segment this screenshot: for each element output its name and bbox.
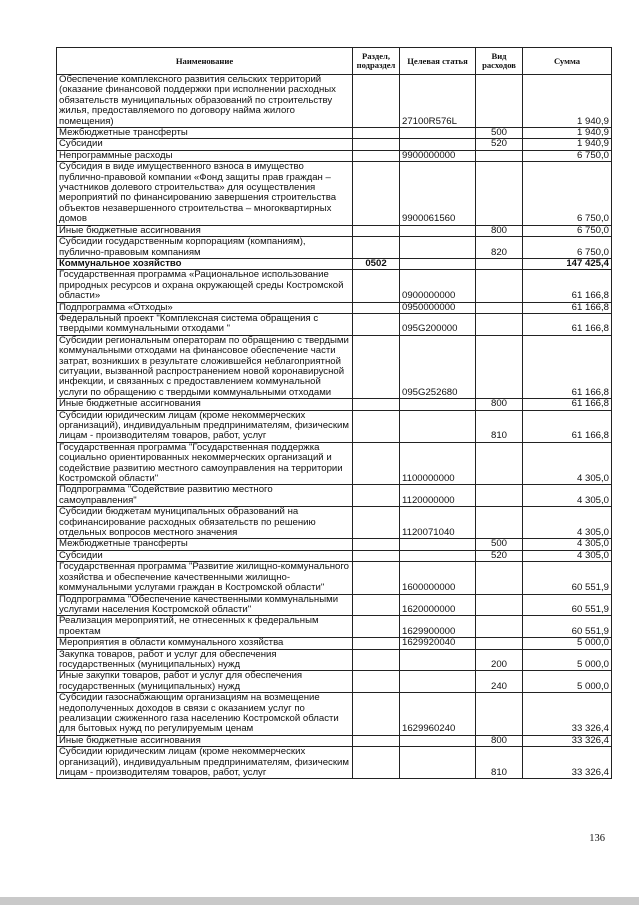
row-name-cell: Субсидии <box>57 139 353 150</box>
row-expense-type-cell <box>476 335 523 398</box>
row-sum-cell: 4 305,0 <box>523 550 612 561</box>
row-section-cell <box>353 539 400 550</box>
row-expense-type-cell: 240 <box>476 671 523 693</box>
row-name-cell: Субсидии государственным корпорациям (компаниям), публично-правовым компаниям <box>57 237 353 259</box>
header-target-code: Целевая статья <box>400 48 476 75</box>
row-sum-cell: 5 000,0 <box>523 649 612 671</box>
row-section-cell <box>353 399 400 410</box>
row-sum-cell: 4 305,0 <box>523 442 612 485</box>
row-expense-type-cell: 800 <box>476 735 523 746</box>
row-name-cell: Реализация мероприятий, не отнесенных к федеральным проектам <box>57 616 353 638</box>
table-row <box>57 139 612 150</box>
row-section-cell <box>353 507 400 539</box>
table-row <box>57 616 612 638</box>
row-expense-type-cell: 520 <box>476 139 523 150</box>
row-target-code-cell: 1620000000 <box>400 594 476 616</box>
row-target-code-cell <box>400 225 476 236</box>
row-name-cell: Подпрограмма "Обеспечение качественными коммунальными услугами населения Костромской области" <box>57 594 353 616</box>
row-target-code-cell: 1100000000 <box>400 442 476 485</box>
row-target-code-cell <box>400 128 476 139</box>
row-section-cell <box>353 735 400 746</box>
row-sum-cell: 5 000,0 <box>523 671 612 693</box>
row-expense-type-cell <box>476 313 523 335</box>
row-name-cell: Субсидии юридическим лицам (кроме некоммерческих организаций), индивидуальным предпринимателям, физическим лицам - производителям товаров, работ, услуг <box>57 747 353 779</box>
table-body <box>57 75 612 779</box>
table-row <box>57 638 612 649</box>
row-expense-type-cell: 520 <box>476 550 523 561</box>
row-name-cell: Субсидии юридическим лицам (кроме некоммерческих организаций), индивидуальным предпринимателям, физическим лицам - производителям товаров, работ, услуг <box>57 410 353 442</box>
row-sum-cell: 61 166,8 <box>523 313 612 335</box>
row-section-cell <box>353 594 400 616</box>
table-row <box>57 485 612 507</box>
table-row <box>57 693 612 736</box>
row-sum-cell: 4 305,0 <box>523 485 612 507</box>
table-row <box>57 335 612 398</box>
row-sum-cell: 33 326,4 <box>523 693 612 736</box>
row-target-code-cell <box>400 258 476 269</box>
row-name-cell: Закупка товаров, работ и услуг для обеспечения государственных (муниципальных) нужд <box>57 649 353 671</box>
row-section-cell <box>353 671 400 693</box>
row-expense-type-cell <box>476 150 523 161</box>
row-target-code-cell: 0900000000 <box>400 270 476 302</box>
row-target-code-cell: 095G252680 <box>400 335 476 398</box>
table-row <box>57 302 612 313</box>
row-target-code-cell: 9900000000 <box>400 150 476 161</box>
row-target-code-cell <box>400 671 476 693</box>
row-expense-type-cell <box>476 162 523 225</box>
table-row <box>57 747 612 779</box>
table-row <box>57 671 612 693</box>
table-row <box>57 313 612 335</box>
row-name-cell: Обеспечение комплексного развития сельских территорий (оказание финансовой поддержки при исполнении расходных обязательств муниципальных образований по строительству жилья, предоставляемого по договору найма жилого помещения) <box>57 75 353 128</box>
row-name-cell: Государственная программа "Государственная поддержка социально ориентированных некоммерческих организаций и содействие развитию местного самоуправления на территории Костромской области" <box>57 442 353 485</box>
row-sum-cell: 1 940,9 <box>523 128 612 139</box>
row-sum-cell: 4 305,0 <box>523 507 612 539</box>
scan-bottom-edge <box>0 897 639 905</box>
row-name-cell: Подпрограмма "Содействие развитию местного самоуправления" <box>57 485 353 507</box>
row-sum-cell: 33 326,4 <box>523 747 612 779</box>
budget-table <box>56 47 612 779</box>
table-row <box>57 562 612 594</box>
row-section-cell <box>353 302 400 313</box>
row-target-code-cell: 0950000000 <box>400 302 476 313</box>
row-sum-cell: 4 305,0 <box>523 539 612 550</box>
row-name-cell: Субсидии региональным операторам по обращению с твердыми коммунальными отходами на финансовое обеспечение части затрат, возникших в результате сложившейся неблагоприятной ситуации, вызванной распространением новой коронавирусной инфекции, и связанных с предоставлением коммунальной услуги по обращению с твердыми коммунальными отходами <box>57 335 353 398</box>
row-section-cell <box>353 638 400 649</box>
row-name-cell: Иные бюджетные ассигнования <box>57 399 353 410</box>
row-expense-type-cell <box>476 616 523 638</box>
row-section-cell <box>353 747 400 779</box>
row-target-code-cell: 9900061560 <box>400 162 476 225</box>
row-target-code-cell <box>400 539 476 550</box>
row-section-cell <box>353 75 400 128</box>
table-row <box>57 128 612 139</box>
row-sum-cell: 6 750,0 <box>523 162 612 225</box>
row-sum-cell: 61 166,8 <box>523 335 612 398</box>
row-sum-cell: 147 425,4 <box>523 258 612 269</box>
header-expense-type: Вид расходов <box>476 48 523 75</box>
row-target-code-cell <box>400 649 476 671</box>
row-target-code-cell <box>400 747 476 779</box>
row-sum-cell: 61 166,8 <box>523 302 612 313</box>
row-expense-type-cell: 820 <box>476 237 523 259</box>
row-expense-type-cell: 200 <box>476 649 523 671</box>
row-section-cell <box>353 237 400 259</box>
row-target-code-cell <box>400 550 476 561</box>
row-target-code-cell <box>400 237 476 259</box>
row-target-code-cell: 095G200000 <box>400 313 476 335</box>
row-name-cell: Государственная программа "Развитие жилищно-коммунального хозяйства и обеспечение качественными жилищно-коммунальными услугами граждан в Костромской области" <box>57 562 353 594</box>
row-sum-cell: 6 750,0 <box>523 225 612 236</box>
row-name-cell: Подпрограмма «Отходы» <box>57 302 353 313</box>
row-name-cell: Государственная программа «Рациональное использование природных ресурсов и охрана окружающей среды Костромской области» <box>57 270 353 302</box>
row-section-cell <box>353 225 400 236</box>
table-row <box>57 270 612 302</box>
row-sum-cell: 5 000,0 <box>523 638 612 649</box>
row-expense-type-cell <box>476 442 523 485</box>
row-section-cell <box>353 649 400 671</box>
page-number: 136 <box>589 833 605 844</box>
row-sum-cell: 6 750,0 <box>523 237 612 259</box>
row-section-cell <box>353 270 400 302</box>
row-name-cell: Мероприятия в области коммунального хозяйства <box>57 638 353 649</box>
row-name-cell: Иные закупки товаров, работ и услуг для обеспечения государственных (муниципальных) нужд <box>57 671 353 693</box>
row-section-cell: 0502 <box>353 258 400 269</box>
row-name-cell: Межбюджетные трансферты <box>57 128 353 139</box>
row-expense-type-cell <box>476 302 523 313</box>
table-row <box>57 399 612 410</box>
table-row <box>57 237 612 259</box>
row-expense-type-cell: 810 <box>476 747 523 779</box>
row-name-cell: Иные бюджетные ассигнования <box>57 735 353 746</box>
table-row <box>57 507 612 539</box>
row-expense-type-cell <box>476 270 523 302</box>
row-section-cell <box>353 410 400 442</box>
row-sum-cell: 61 166,8 <box>523 270 612 302</box>
row-name-cell: Межбюджетные трансферты <box>57 539 353 550</box>
table-row <box>57 649 612 671</box>
row-section-cell <box>353 128 400 139</box>
row-section-cell <box>353 485 400 507</box>
row-target-code-cell <box>400 139 476 150</box>
row-section-cell <box>353 616 400 638</box>
row-section-cell <box>353 693 400 736</box>
row-target-code-cell: 1120071040 <box>400 507 476 539</box>
row-expense-type-cell: 500 <box>476 539 523 550</box>
row-section-cell <box>353 442 400 485</box>
row-target-code-cell: 1629920040 <box>400 638 476 649</box>
row-target-code-cell: 1629960240 <box>400 693 476 736</box>
row-expense-type-cell: 800 <box>476 399 523 410</box>
row-sum-cell: 61 166,8 <box>523 399 612 410</box>
row-expense-type-cell <box>476 507 523 539</box>
table-row <box>57 225 612 236</box>
row-expense-type-cell <box>476 693 523 736</box>
table-row <box>57 150 612 161</box>
row-expense-type-cell: 500 <box>476 128 523 139</box>
row-sum-cell: 60 551,9 <box>523 616 612 638</box>
table-row <box>57 550 612 561</box>
row-section-cell <box>353 313 400 335</box>
row-name-cell: Федеральный проект "Комплексная система обращения с твердыми коммунальными отходами " <box>57 313 353 335</box>
row-expense-type-cell <box>476 638 523 649</box>
table-row <box>57 258 612 269</box>
row-target-code-cell: 27100R576L <box>400 75 476 128</box>
header-sum: Сумма <box>523 48 612 75</box>
row-section-cell <box>353 562 400 594</box>
row-sum-cell: 61 166,8 <box>523 410 612 442</box>
row-target-code-cell: 1600000000 <box>400 562 476 594</box>
row-sum-cell: 33 326,4 <box>523 735 612 746</box>
row-section-cell <box>353 335 400 398</box>
row-sum-cell: 1 940,9 <box>523 75 612 128</box>
row-target-code-cell <box>400 410 476 442</box>
row-sum-cell: 6 750,0 <box>523 150 612 161</box>
row-target-code-cell <box>400 399 476 410</box>
row-expense-type-cell <box>476 258 523 269</box>
row-name-cell: Субсидии бюджетам муниципальных образований на софинансирование расходных обязательств по решению отдельных вопросов местного значения <box>57 507 353 539</box>
table-row <box>57 410 612 442</box>
table-row <box>57 162 612 225</box>
header-section: Раздел, подраздел <box>353 48 400 75</box>
row-target-code-cell <box>400 735 476 746</box>
row-section-cell <box>353 150 400 161</box>
row-expense-type-cell <box>476 562 523 594</box>
row-section-cell <box>353 139 400 150</box>
row-expense-type-cell: 810 <box>476 410 523 442</box>
table-row <box>57 594 612 616</box>
row-expense-type-cell <box>476 485 523 507</box>
row-name-cell: Субсидии <box>57 550 353 561</box>
header-name: Наименование <box>57 48 353 75</box>
table-row <box>57 735 612 746</box>
row-section-cell <box>353 162 400 225</box>
row-name-cell: Субсидия в виде имущественного взноса в имущество публично-правовой компании «Фонд защиты прав граждан – участников долевого строительства» для осуществления мероприятий по финансированию завершения строительства объектов незавершенного строительства – многоквартирных домов <box>57 162 353 225</box>
row-section-cell <box>353 550 400 561</box>
row-sum-cell: 60 551,9 <box>523 562 612 594</box>
row-name-cell: Коммунальное хозяйство <box>57 258 353 269</box>
row-name-cell: Иные бюджетные ассигнования <box>57 225 353 236</box>
row-expense-type-cell <box>476 594 523 616</box>
table-row <box>57 539 612 550</box>
table-row <box>57 75 612 128</box>
row-name-cell: Непрограммные расходы <box>57 150 353 161</box>
table-row <box>57 442 612 485</box>
row-target-code-cell: 1629900000 <box>400 616 476 638</box>
table-header-row <box>57 48 612 75</box>
row-target-code-cell: 1120000000 <box>400 485 476 507</box>
row-expense-type-cell: 800 <box>476 225 523 236</box>
row-sum-cell: 60 551,9 <box>523 594 612 616</box>
row-expense-type-cell <box>476 75 523 128</box>
row-sum-cell: 1 940,9 <box>523 139 612 150</box>
row-name-cell: Субсидии газоснабжающим организациям на возмещение недополученных доходов в связи с оказанием услуг по реализации сжиженного газа населению Костромской области для бытовых нужд по регулируемым ценам <box>57 693 353 736</box>
